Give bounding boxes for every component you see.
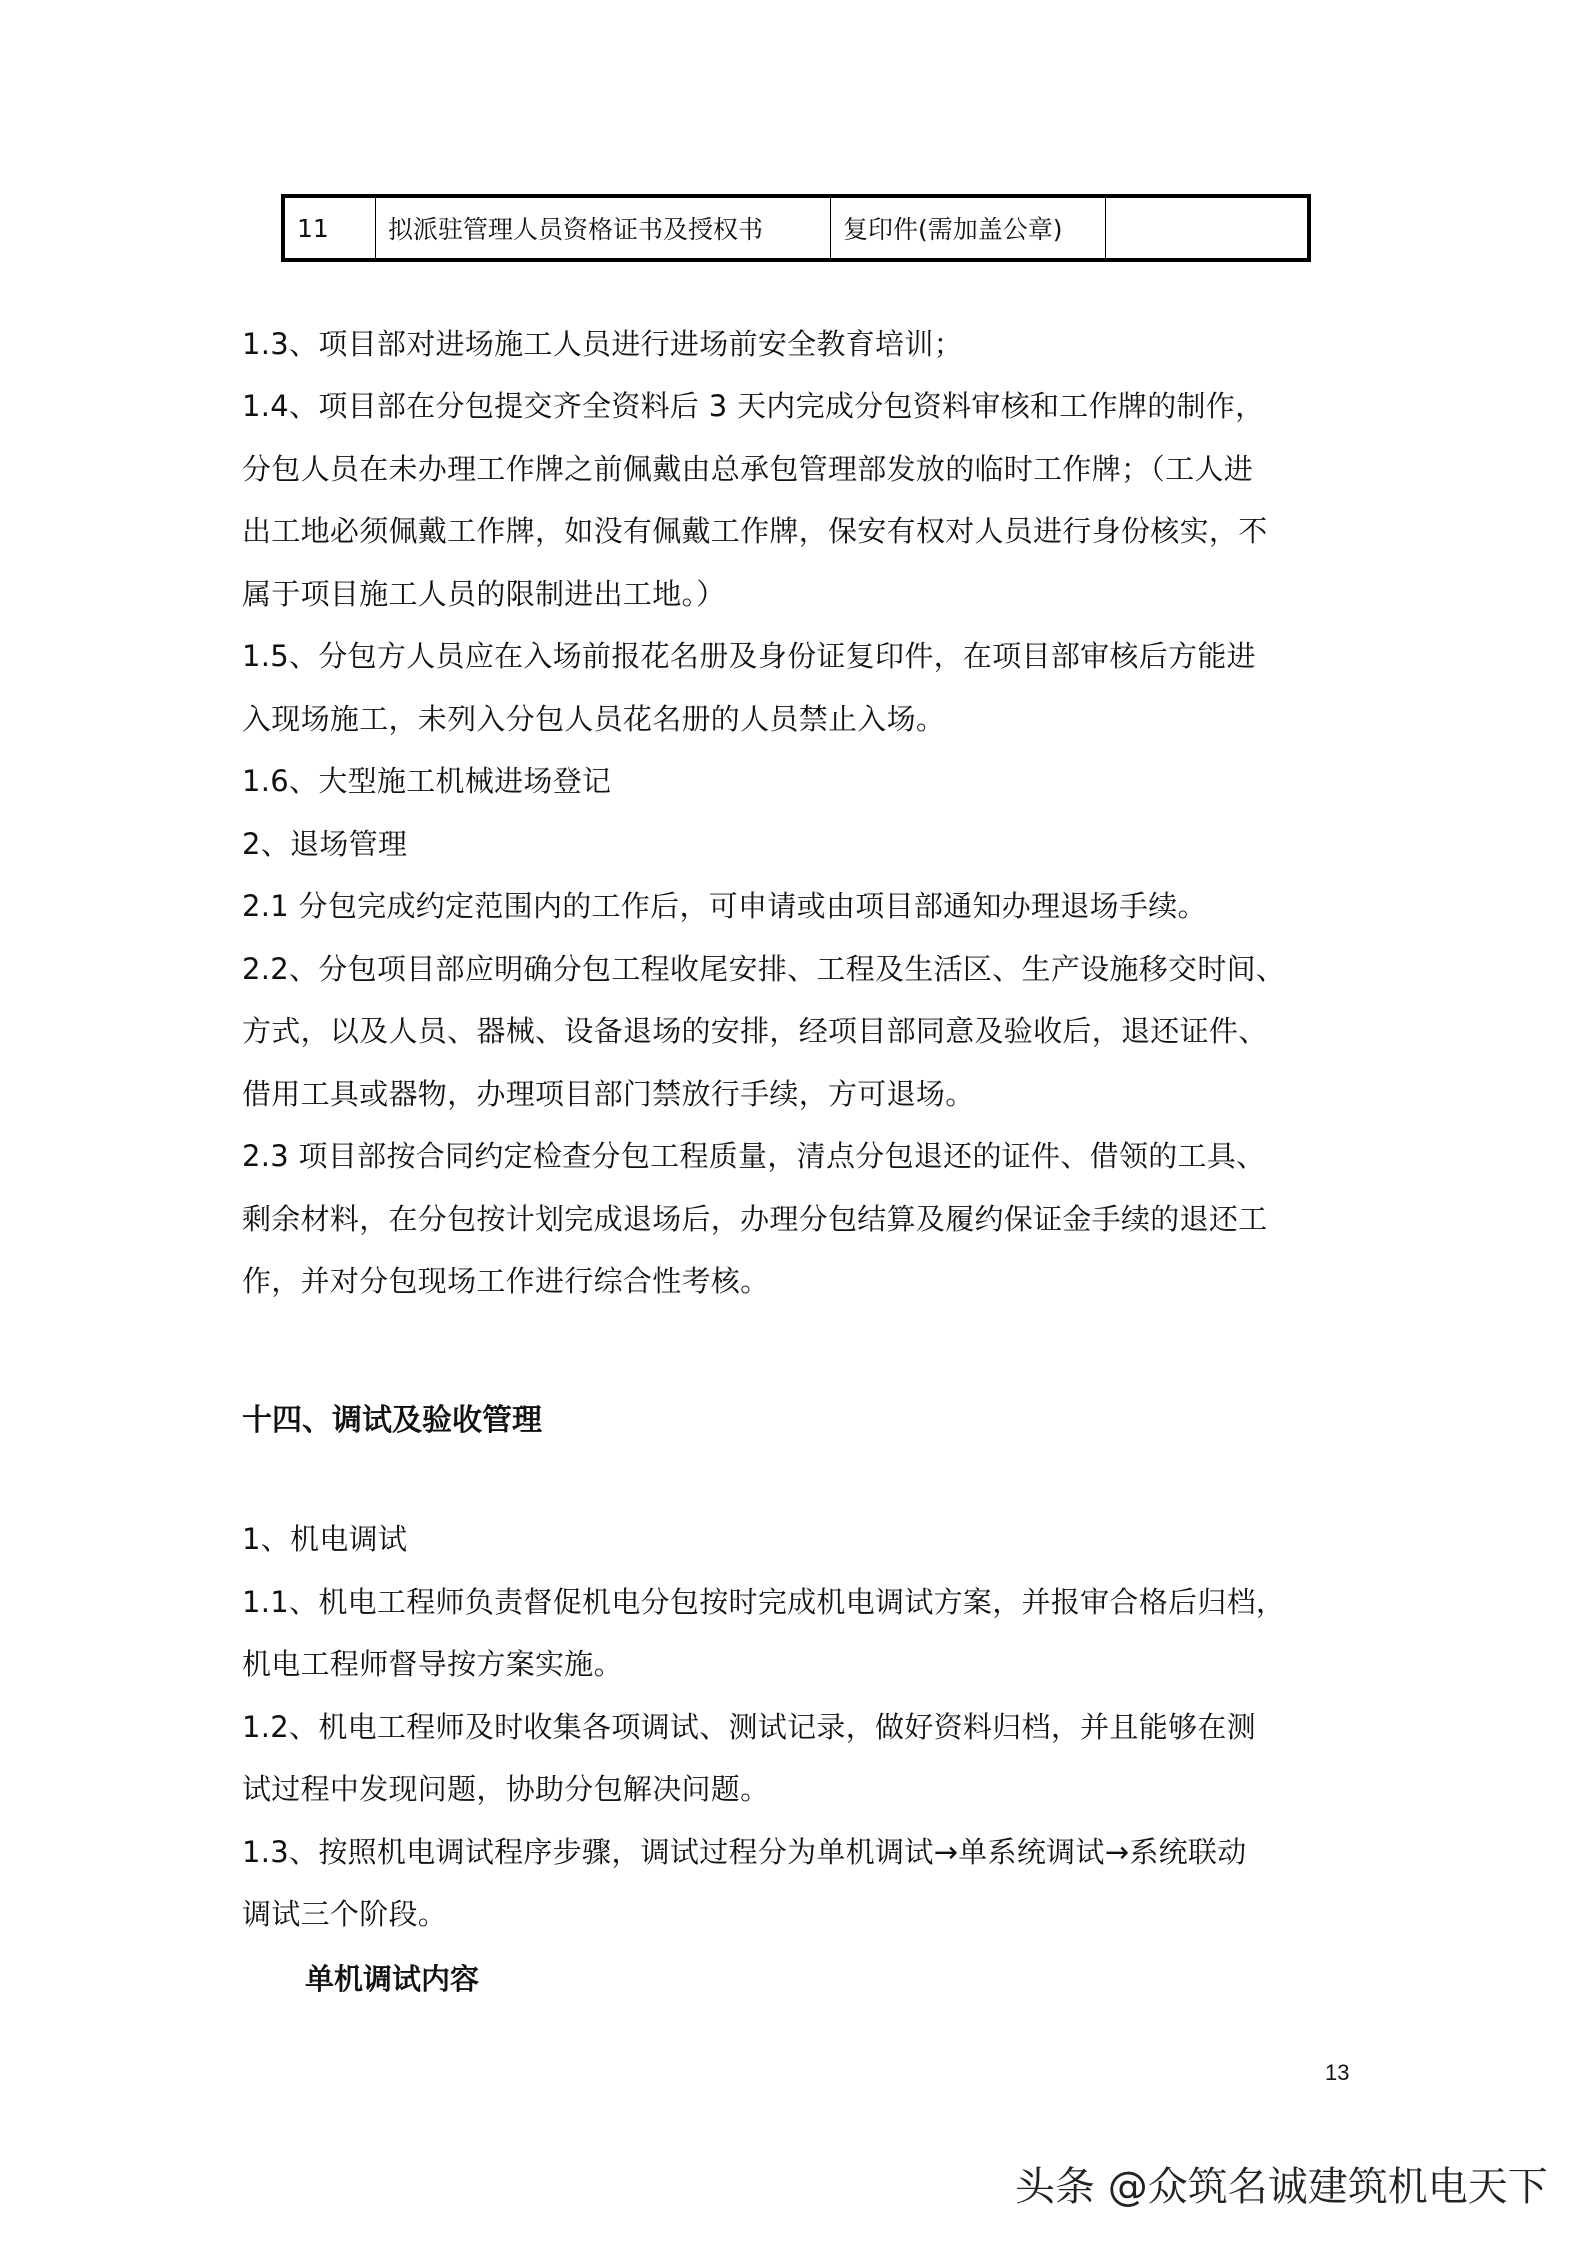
paragraph-line: 2、退场管理 bbox=[242, 827, 408, 861]
requirements-table bbox=[281, 194, 1311, 262]
paragraph-line: 分包人员在未办理工作牌之前佩戴由总承包管理部发放的临时工作牌；（工人进 bbox=[242, 452, 1254, 486]
paragraph-line: 方式，以及人员、器械、设备退场的安排，经项目部同意及验收后，退还证件、 bbox=[242, 1014, 1268, 1048]
paragraph-line: 调试三个阶段。 bbox=[242, 1897, 448, 1931]
paragraph-line: 1.1、机电工程师负责督促机电分包按时完成机电调试方案，并报审合格后归档， bbox=[242, 1585, 1286, 1619]
table-cell-no: 11 bbox=[283, 196, 376, 260]
paragraph-line: 作，并对分包现场工作进行综合性考核。 bbox=[242, 1264, 770, 1298]
paragraph-line: 1.3、项目部对进场施工人员进行进场前安全教育培训； bbox=[242, 327, 963, 361]
paragraph-line: 借用工具或器物，办理项目部门禁放行手续，方可退场。 bbox=[242, 1077, 975, 1111]
section-title: 十四、调试及验收管理 bbox=[242, 1403, 542, 1438]
paragraph-line: 1.3、按照机电调试程序步骤，调试过程分为单机调试→单系统调试→系统联动 bbox=[242, 1835, 1247, 1869]
paragraph-line: 试过程中发现问题，协助分包解决问题。 bbox=[242, 1772, 770, 1806]
paragraph-line: 机电工程师督导按方案实施。 bbox=[242, 1647, 623, 1681]
paragraph-line: 1.5、分包方人员应在入场前报花名册及身份证复印件，在项目部审核后方能进 bbox=[242, 639, 1256, 673]
table-cell-item: 拟派驻管理人员资格证书及授权书 bbox=[376, 196, 831, 260]
paragraph-line: 2.1 分包完成约定范围内的工作后，可申请或由项目部通知办理退场手续。 bbox=[242, 889, 1207, 923]
paragraph-line: 剩余材料，在分包按计划完成退场后，办理分包结算及履约保证金手续的退还工 bbox=[242, 1202, 1268, 1236]
paragraph-line: 属于项目施工人员的限制进出工地。） bbox=[242, 577, 726, 611]
paragraph-line: 出工地必须佩戴工作牌，如没有佩戴工作牌，保安有权对人员进行身份核实，不 bbox=[242, 514, 1268, 548]
table-cell-note bbox=[1106, 196, 1310, 260]
paragraph-line: 入现场施工，未列入分包人员花名册的人员禁止入场。 bbox=[242, 702, 946, 736]
paragraph-line: 1.4、项目部在分包提交齐全资料后 3 天内完成分包资料审核和工作牌的制作， bbox=[242, 389, 1265, 423]
table-cell-form: 复印件(需加盖公章) bbox=[831, 196, 1106, 260]
table-row bbox=[283, 196, 1309, 260]
paragraph-line: 2.2、分包项目部应明确分包工程收尾安排、工程及生活区、生产设施移交时间、 bbox=[242, 952, 1286, 986]
subheading: 单机调试内容 bbox=[305, 1962, 480, 1996]
paragraph-line: 2.3 项目部按合同约定检查分包工程质量，清点分包退还的证件、借领的工具、 bbox=[242, 1139, 1266, 1173]
paragraph-line: 1、机电调试 bbox=[242, 1522, 408, 1556]
paragraph-line: 1.2、机电工程师及时收集各项调试、测试记录，做好资料归档，并且能够在测 bbox=[242, 1710, 1256, 1744]
paragraph-line: 1.6、大型施工机械进场登记 bbox=[242, 764, 612, 798]
page-number: 13 bbox=[1325, 2060, 1350, 2085]
watermark: 头条 @众筑名诚建筑机电天下 bbox=[1015, 2164, 1548, 2210]
